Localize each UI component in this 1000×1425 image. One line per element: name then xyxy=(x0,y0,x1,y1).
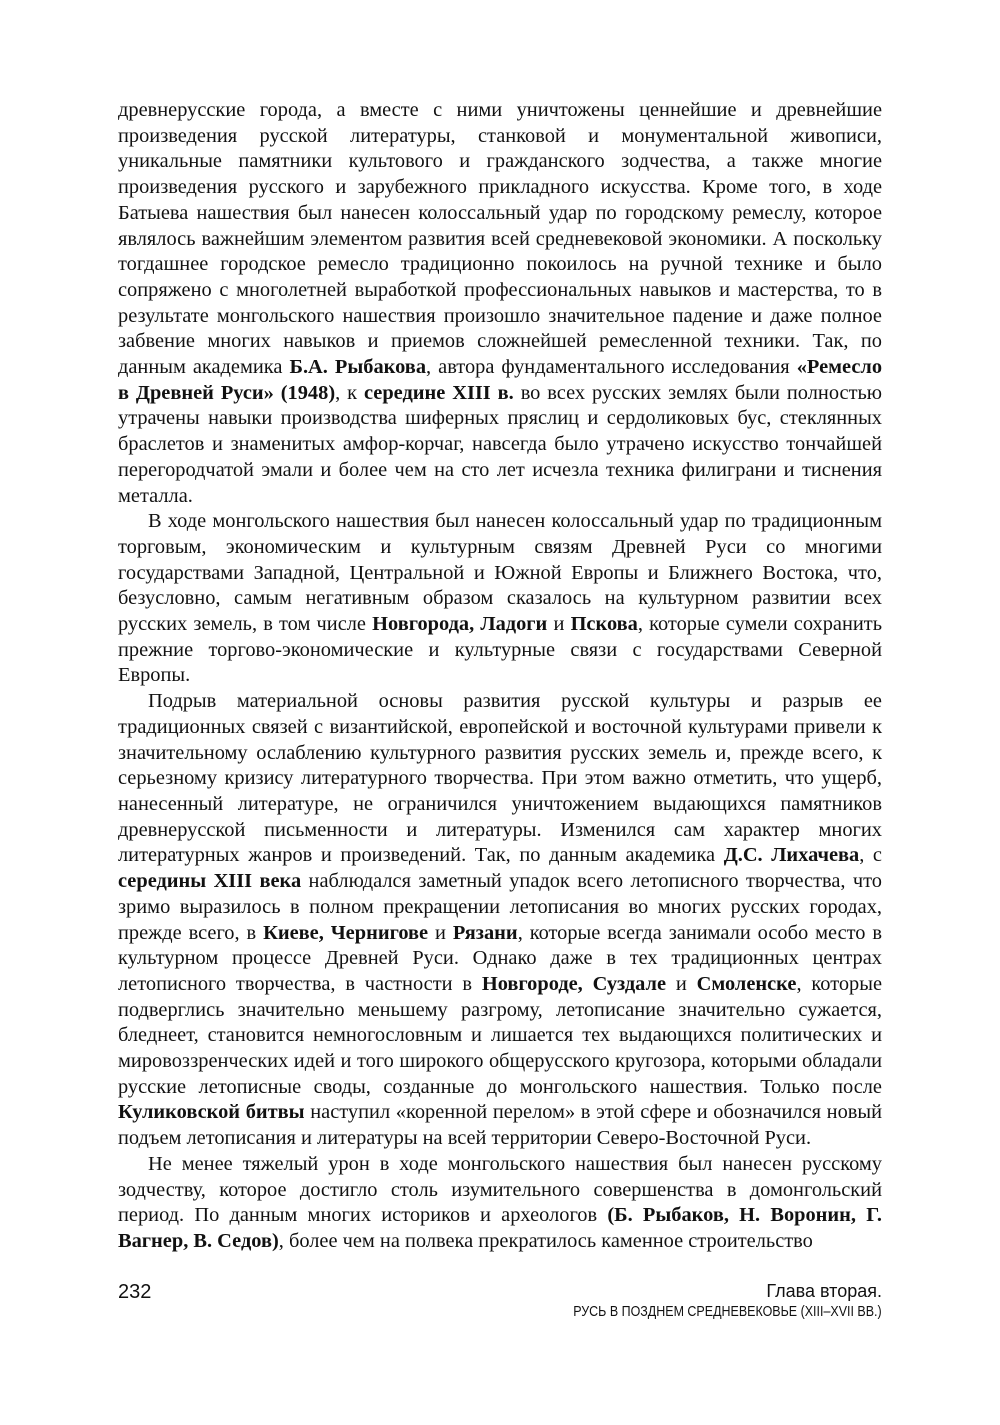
body-text: , которые подверглись значительно меньшему разгрому, летописание значительно сужается, бледнеет, становится немногословным и лишается тех выдающихся политических и мировоззренческих идей и того широкого общерусского кругозора, которыми обладали русские летописные своды, созданные до монгольского нашествия. Только после xyxy=(118,972,882,1098)
paragraph xyxy=(118,509,882,689)
body-text: древнерусские города, а вместе с ними уничтожены ценнейшие и древнейшие произведения русской литературы, станковой и монументальной живописи, уникальные памятники культового и гражданского зодчества, а также многие произведения русского и зарубежного прикладного искусства. Кроме того, в ходе Батыева нашествия был нанесен колоссальный удар по городскому ремеслу, которое являлось важнейшим элементом развития всей средневековой экономики. А поскольку тогдашнее городское ремесло традиционно покоилось на ручной технике и было сопряжено с многолетней выработкой профессиональных навыков и мастерства, то в результате монгольского нашествия произошло значительное падение и даже полное забвение многих навыков и приемов сложнейшей ремесленной техники. Так, по данным академика xyxy=(118,99,882,379)
emphasis-text: Д.С. Лихачева xyxy=(723,844,860,867)
body-text: , которые всегда занимали особо место в культурном процессе Древней Руси. Однако даже в тех традиционных центрах летописного творчества, в частности в xyxy=(118,921,882,995)
page-number: 232 xyxy=(118,1281,152,1303)
body-text: , более чем на полвека прекратилось каменное строительство xyxy=(278,1229,813,1252)
chapter-subtitle: РУСЬ В ПОЗДНЕМ СРЕДНЕВЕКОВЬЕ (XIII–XVII ВВ.) xyxy=(573,1304,882,1320)
paragraph xyxy=(118,689,882,1152)
chapter-title: Глава вторая. xyxy=(766,1281,882,1301)
body-text: , к xyxy=(335,381,364,404)
body-text: и xyxy=(428,921,453,944)
body-text: Не менее тяжелый урон в ходе монгольского нашествия был нанесен русскому зодчеству, которое достигло столь изумительного совершенства в домонгольский период. По данным многих историков и археологов xyxy=(118,1152,882,1227)
body-text: Подрыв материальной основы развития русской культуры и разрыв ее традиционных связей с византийской, европейской и восточной культурами привели к значительному ослаблению культурного развития русских земель и, прежде всего, к серьезному кризису литературного творчества. При этом важно отметить, что ущерб, нанесенный литературе, не ограничился уничтожением выдающихся памятников древнерусской письменности и литературы. Изменился сам характер многих литературных жанров и произведений. Так, по данным академика xyxy=(118,690,882,867)
emphasis-text: Новгорода, Ладоги xyxy=(372,613,548,636)
running-header xyxy=(523,1280,882,1322)
body-text: наступил «коренной перелом» в этой сфере и обозначился новый подъем летописания и литературы на всей территории Северо-Восточной Руси. xyxy=(118,1101,883,1150)
emphasis-text: Куликовской битвы xyxy=(118,1101,305,1124)
emphasis-text: Б.А. Рыбакова xyxy=(289,356,427,379)
emphasis-text: Пскова xyxy=(570,613,638,636)
emphasis-text: «Ремесло в Древней Руси» (1948) xyxy=(118,356,883,404)
body-text: , автора фундаментального исследования xyxy=(426,356,797,379)
emphasis-text: середине XIII в. xyxy=(363,381,514,404)
emphasis-text: (Б. Рыбаков, Н. Воронин, Г. Вагнер, В. Седов) xyxy=(118,1204,882,1252)
emphasis-text: Рязани xyxy=(452,921,518,944)
body-text: наблюдался заметный упадок всего летописного творчества, что зримо выразилось в полном прекращении летописания во многих русских городах, прежде всего, в xyxy=(118,870,882,944)
body-text: и xyxy=(666,972,697,995)
emphasis-text: Киеве, Чернигове xyxy=(263,921,429,944)
emphasis-text: Новгороде, Суздале xyxy=(481,972,667,995)
paragraph xyxy=(118,98,882,509)
body-text: , которые сумели сохранить прежние торгово-экономические и культурные связи с государствами Северной Европы. xyxy=(118,613,883,687)
body-text: , с xyxy=(859,844,882,867)
emphasis-text: середины XIII века xyxy=(118,870,302,893)
body-text: В ходе монгольского нашествия был нанесен колоссальный удар по традиционным торговым, экономическим и культурным связям Древней Руси со многими государствами Западной, Центральной и Южной Европы и Ближнего Востока, что, безусловно, самым негативным образом сказалось на культурном развитии всех русских земель, в том числе xyxy=(118,510,882,636)
page-body xyxy=(118,98,882,1255)
paragraph xyxy=(118,1152,882,1255)
body-text: и xyxy=(547,613,571,636)
emphasis-text: Смоленске xyxy=(696,972,797,995)
body-text: во всех русских землях были полностью утрачены навыки производства шиферных пряслиц и сердоликовых бус, стеклянных браслетов и знаменитых амфор-корчаг, навсегда было утрачено искусство тончайшей перегородчатой эмали и более чем на сто лет исчезла техника филиграни и тиснения металла. xyxy=(118,381,883,507)
